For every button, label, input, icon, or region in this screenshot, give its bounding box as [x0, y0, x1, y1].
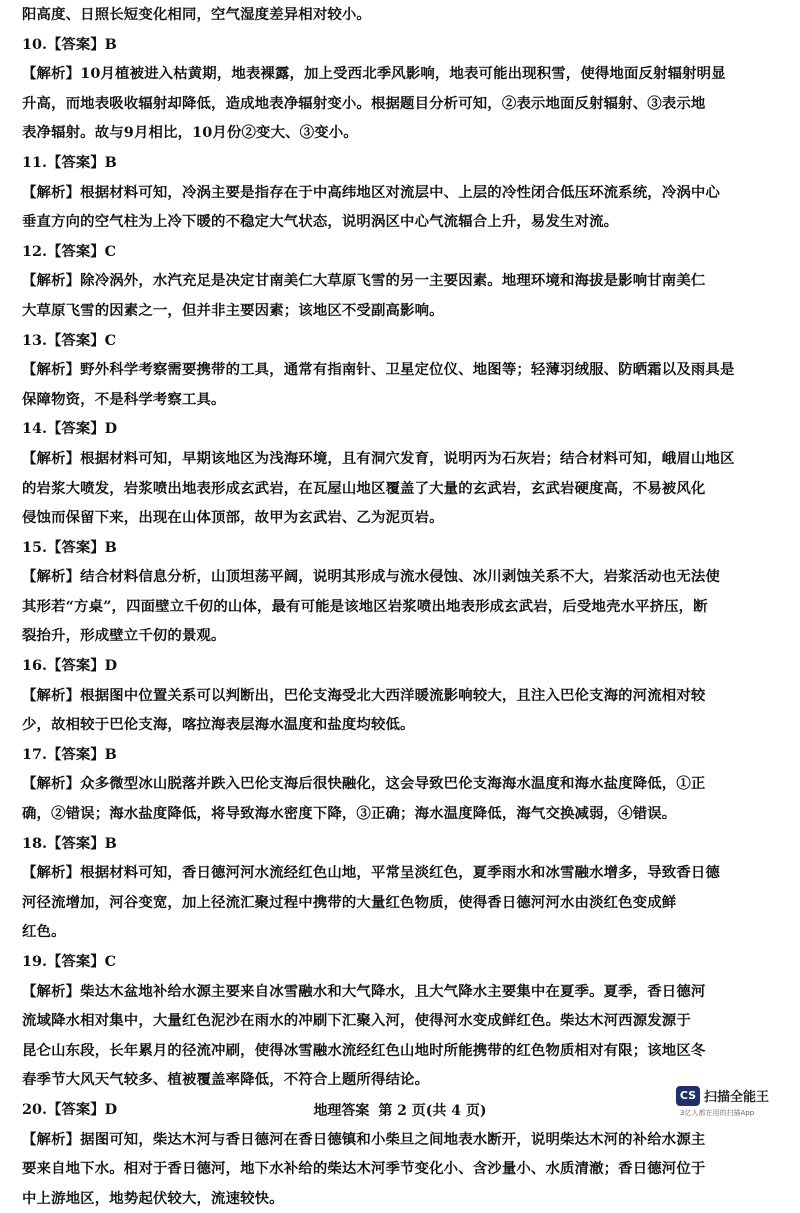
text-line: 【解析】众多微型冰山脱落并跌入巴伦支海后很快融化，这会导致巴伦支海海水温度和海水盐度降低，①正 [22, 775, 706, 793]
answer-heading: 12.【答案】C [22, 242, 117, 260]
scanner-watermark [676, 1084, 796, 1124]
text-line: 侵蚀而保留下来，出现在山体顶部，故甲为玄武岩、乙为泥页岩。 [22, 509, 444, 527]
text-line: 确，②错误；海水盐度降低，将导致海水密度下降，③正确；海水温度降低，海气交换减弱，④错误。 [22, 805, 677, 823]
answer-heading: 14.【答案】D [22, 420, 118, 438]
text-line: 中上游地区，地势起伏较大，流速较快。 [22, 1189, 284, 1207]
text-line: 【解析】根据材料可知，冷涡主要是指存在于中高纬地区对流层中、上层的冷性闭合低压环流系统，冷涡中心 [22, 183, 720, 201]
text-line: 要来自地下水。相对于香日德河，地下水补给的柴达木河季节变化小、含沙量小、水质清澈；香日德河位于 [22, 1160, 706, 1178]
text-line: 河径流增加，河谷变宽，加上径流汇聚过程中携带的大量红色物质，使得香日德河河水由淡红色变成鲜 [22, 893, 677, 911]
answer-heading: 11.【答案】B [22, 153, 117, 171]
text-line: 【解析】根据图中位置关系可以判断出，巴伦支海受北大西洋暖流影响较大，且注入巴伦支海的河流相对较 [22, 686, 706, 704]
text-line: 流域降水相对集中，大量红色泥沙在雨水的冲刷下汇聚入河，使得河水变成鲜红色。柴达木河西源发源于 [22, 1012, 691, 1030]
text-line: 红色。 [22, 923, 66, 941]
scanner-app-tagline: 3亿人都在用的扫描App [680, 1109, 755, 1117]
answer-heading: 16.【答案】D [22, 657, 118, 675]
text-line: 升高，而地表吸收辐射却降低，造成地表净辐射变小。根据题目分析可知，②表示地面反射辐射、③表示地 [22, 94, 706, 112]
text-line: 保障物资，不是科学考察工具。 [22, 390, 226, 408]
text-line: 【解析】根据材料可知，早期该地区为浅海环境，且有洞穴发育，说明丙为石灰岩；结合材料可知，峨眉山地区 [22, 449, 735, 467]
text-line: 【解析】据图可知，柴达木河与香日德河在香日德镇和小柴旦之间地表水断开，说明柴达木河的补给水源主 [22, 1130, 706, 1148]
text-line: 阳高度、日照长短变化相同，空气湿度差异相对较小。 [22, 6, 371, 23]
text-line: 春季节大风天气较多、植被覆盖率降低，不符合上题所得结论。 [22, 1071, 430, 1089]
text-line: 【解析】10月植被进入枯黄期，地表裸露，加上受西北季风影响，地表可能出现积雪，使得地面反射辐射明显 [22, 65, 726, 83]
footer-subject: 地理答案 [313, 1103, 370, 1119]
text-line: 表净辐射。故与9月相比，10月份②变大、③变小。 [22, 124, 358, 142]
text-line: 垂直方向的空气柱为上冷下暖的不稳定大气状态，说明涡区中心气流辐合上升，易发生对流。 [22, 213, 619, 231]
answer-heading: 15.【答案】B [22, 538, 117, 556]
text-line: 裂抬升，形成壁立千仞的景观。 [22, 627, 226, 645]
text-line: 其形若“方桌”，四面壁立千仞的山体，最有可能是该地区岩浆喷出地表形成玄武岩，后受地壳水平挤压，断 [22, 597, 708, 615]
text-line: 大草原飞雪的因素之一，但并非主要因素；该地区不受副高影响。 [22, 301, 444, 319]
text-line: 的岩浆大喷发，岩浆喷出地表形成玄武岩，在瓦屋山地区覆盖了大量的玄武岩，玄武岩硬度高，不易被风化 [22, 479, 706, 497]
scanner-app-name: 扫描全能王 [704, 1090, 770, 1105]
text-line: 【解析】野外科学考察需要携带的工具，通常有指南针、卫星定位仪、地图等；轻薄羽绒服、防晒霜以及雨具是 [22, 361, 735, 379]
text-line: 【解析】结合材料信息分析，山顶坦荡平阔，说明其形成与流水侵蚀、冰川剥蚀关系不大，岩浆活动也无法使 [22, 568, 720, 586]
footer-page-number: 第 2 页(共 4 页) [378, 1103, 487, 1119]
text-line: 【解析】除冷涡外，水汽充足是决定甘南美仁大草原飞雪的另一主要因素。地理环境和海拔是影响甘南美仁 [22, 272, 706, 290]
answer-heading: 19.【答案】C [22, 953, 117, 970]
answer-heading: 20.【答案】D [22, 1100, 118, 1118]
text-line: 【解析】柴达木盆地补给水源主要来自冰雪融水和大气降水，且大气降水主要集中在夏季。夏季，香日德河 [22, 982, 706, 1000]
answer-heading: 17.【答案】B [22, 745, 117, 763]
answer-heading: 13.【答案】C [22, 331, 117, 349]
text-line: 【解析】根据材料可知，香日德河河水流经红色山地，平常呈淡红色，夏季雨水和冰雪融水增多，导致香日德 [22, 864, 720, 882]
text-line: 昆仑山东段，长年累月的径流冲刷，使得冰雪融水流经红色山地时所能携带的红色物质相对有限；该地区冬 [22, 1041, 706, 1059]
answer-heading: 10.【答案】B [22, 35, 117, 53]
answer-content [22, 0, 784, 1213]
scanner-logo-icon: CS [676, 1086, 700, 1106]
text-line: 少，故相较于巴伦支海，喀拉海表层海水温度和盐度均较低。 [22, 716, 415, 734]
answer-heading: 18.【答案】B [22, 834, 117, 852]
